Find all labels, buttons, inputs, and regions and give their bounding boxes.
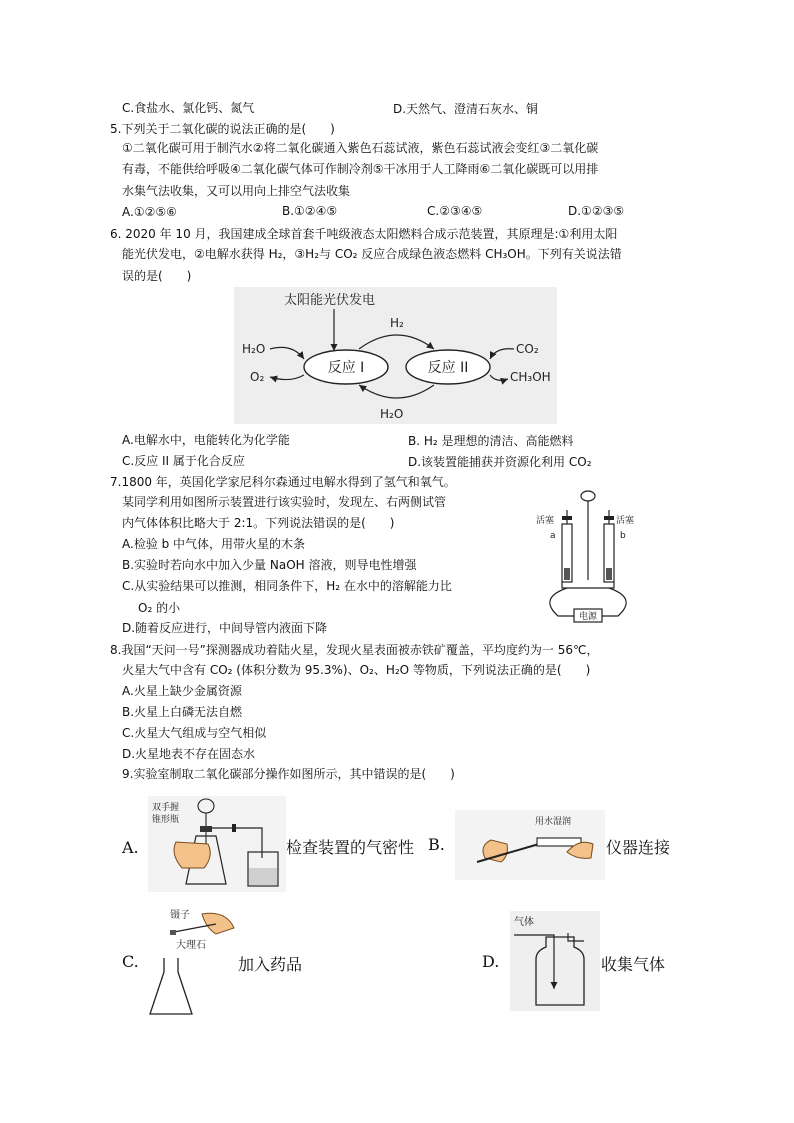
hand-icon (202, 913, 234, 934)
diagram-top-label: 太阳能光伏发电 (284, 293, 376, 308)
left-valve (562, 516, 572, 520)
power-label: 电源 (578, 612, 598, 622)
q6-option-d: D.该装置能捕获并资源化利用 CO₂ (408, 455, 592, 469)
stopper (200, 826, 212, 832)
q7-stem-line2: 某同学利用如图所示装置进行该实验时，发现左、右两侧试管 (122, 495, 447, 509)
q9-b-label: 仪器连接 (606, 838, 671, 857)
q5-body-line2: 有毒，不能供给呼吸④二氧化碳气体可作制冷剂⑤干冰用于人工降雨⑥二氧化碳既可以用排 (122, 162, 599, 176)
right-valve (604, 516, 614, 520)
diagram-co2-label: CO₂ (516, 342, 539, 356)
q7-option-c-line2: O₂ 的小 (138, 601, 181, 615)
q7-option-d: D.随着反应进行，中间导管内液面下降 (122, 621, 328, 635)
q8-stem-line1: 8.我国“天问一号”探测器成功着陆火星，发现火星表面被赤铁矿覆盖，平均度约为一 56℃， (110, 643, 599, 657)
diagram-h2-arrow (359, 335, 434, 349)
q6-diagram (234, 287, 557, 424)
diagram-reaction2-label: 反应 II (427, 360, 469, 376)
diagram-h2o-in-label: H₂O (242, 342, 266, 356)
diagram-h2o-in-arrow (270, 347, 304, 359)
q6-stem-line1: 6. 2020 年 10 月，我国建成全球首套千吨级液态太阳燃料合成示范装置，其原理是:①利用太阳 (110, 227, 618, 241)
q6-option-b: B. H₂ 是理想的清洁、高能燃料 (408, 434, 574, 448)
diagram-reaction1-label: 反应 I (327, 360, 365, 376)
q9-d-label: 收集气体 (601, 955, 666, 974)
q8-option-b: B.火星上白磷无法自燃 (122, 705, 243, 719)
diagram-h2o-bottom-label: H₂O (380, 407, 404, 421)
right-wire (602, 588, 626, 616)
diagram-ch3oh-label: CH₃OH (510, 370, 551, 384)
tube-a-label: a (550, 531, 556, 541)
q7-stem-line1: 7.1800 年，英国化学家尼科尔森通过电解水得到了氢气和氧气。 (110, 475, 456, 489)
q8-option-a: A.火星上缺少金属资源 (122, 684, 242, 698)
q6-option-a: A.电解水中，电能转化为化学能 (122, 433, 290, 447)
q9-c-figure (146, 906, 238, 1018)
beaker-water (249, 868, 277, 885)
q7-option-c-line1: C.从实验结果可以推测，相同条件下，H₂ 在水中的溶解能力比 (122, 579, 452, 593)
q8-stem-line2: 火星大气中含有 CO₂ (体积分数为 95.3%)、O₂、H₂O 等物质，下列说法正确的是( ) (122, 663, 591, 677)
q8-option-d: D.火星地表不存在固态水 (122, 747, 256, 761)
left-valve-label: 活塞 (536, 516, 555, 526)
reservoir-bulb (581, 491, 595, 501)
q9-a-letter: A. (122, 838, 139, 857)
q9-a-label: 检查装置的气密性 (286, 838, 415, 857)
q7-electrolysis-figure (528, 488, 648, 628)
q9-c-label: 加入药品 (238, 955, 303, 974)
diagram-o2-label: O₂ (250, 370, 265, 384)
clamp (232, 824, 236, 832)
q5-option-a: A.①②⑤⑥ (122, 205, 177, 219)
gas-bottle (536, 937, 584, 1005)
tube-b-label: b (620, 531, 626, 541)
q9-d-figure (510, 911, 600, 1011)
bottom-connector (562, 582, 614, 588)
marble-chip (170, 930, 176, 935)
left-electrode (564, 568, 570, 580)
q5-option-b: B.①②④⑤ (282, 204, 338, 218)
q9-b-fig-label: 用水湿润 (535, 817, 572, 827)
hands-icon (174, 842, 210, 868)
q9-a-fig-label1: 双手握 (152, 803, 180, 813)
q9-d-letter: D. (482, 952, 500, 971)
q7-option-a: A.检验 b 中气体，用带火星的木条 (122, 537, 306, 551)
q9-c-letter: C. (122, 952, 139, 971)
q8-option-c: C.火星大气组成与空气相似 (122, 726, 267, 740)
left-wire (550, 588, 574, 616)
q9-b-figure (455, 810, 605, 880)
q9-d-fig-label: 气体 (514, 917, 534, 928)
right-electrode (606, 568, 612, 580)
q9-stem: 9.实验室制取二氧化碳部分操作如图所示，其中错误的是( ) (122, 767, 455, 781)
q4-option-d: D.天然气、澄清石灰水、铜 (393, 102, 539, 116)
q5-stem: 5.下列关于二氧化碳的说法正确的是( ) (110, 122, 335, 136)
q7-option-b: B.实验时若向水中加入少量 NaOH 溶液，则导电性增强 (122, 558, 417, 572)
q5-option-c: C.②③④⑤ (427, 204, 483, 218)
erlenmeyer-flask (150, 958, 192, 1014)
q9-a-fig-label2: 锥形瓶 (152, 815, 180, 825)
q9-b-letter: B. (428, 835, 445, 854)
funnel-bulb (198, 799, 214, 813)
q6-stem-line3: 误的是( ) (122, 269, 192, 283)
q9-c-fig-label2: 大理石 (176, 940, 206, 951)
diagram-h2-label: H₂ (390, 316, 404, 330)
diagram-ch3oh-arrow (490, 375, 508, 380)
gas-inlet-tube (514, 935, 554, 989)
q6-stem-line2: 能光伏发电，②电解水获得 H₂，③H₂与 CO₂ 反应合成绿色液态燃料 CH₃OH。下列有关说法错 (122, 247, 622, 261)
q9-a-figure (148, 796, 286, 892)
diagram-h2o-return-arrow (359, 385, 434, 398)
diagram-co2-arrow (490, 349, 514, 359)
q9-c-fig-label1: 镊子 (170, 910, 190, 921)
diagram-o2-arrow (270, 375, 304, 380)
right-valve-label: 活塞 (616, 516, 635, 526)
q7-stem-line3: 内气体体积比略大于 2:1。下列说法错误的是( ) (122, 516, 395, 530)
q5-body-line1: ①二氧化碳可用于制汽水②将二氧化碳通入紫色石蕊试液，紫色石蕊试液会变红③二氧化碳 (122, 141, 599, 155)
q5-body-line3: 水集气法收集，又可以用向上排空气法收集 (122, 184, 351, 198)
q5-option-d: D.①②③⑤ (568, 204, 625, 218)
q6-option-c: C.反应 II 属于化合反应 (122, 454, 245, 468)
q4-option-c: C.食盐水、氯化钙、氮气 (122, 101, 255, 115)
